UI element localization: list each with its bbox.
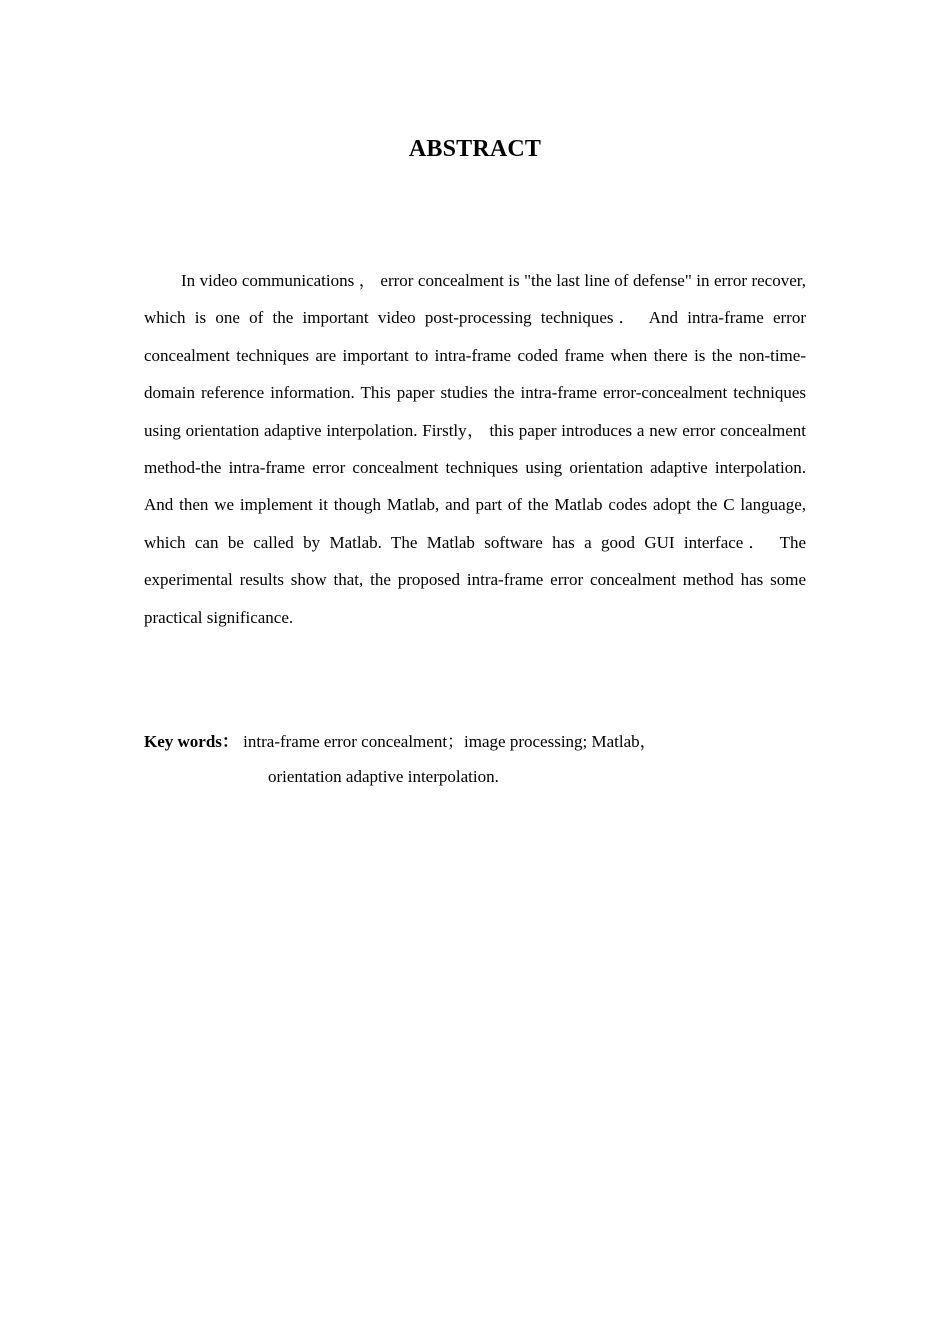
keywords-line-2: orientation adaptive interpolation. [268,767,499,786]
keywords-list-1: intra-frame error concealment；image processing; Matlab， [243,732,657,751]
abstract-paragraph: In video communications ， error concealment is "the last line of defense" in error recover, which is one of the important video post-processing techniques． And intra-frame error concealment techniques are important to intra-frame coded frame when there is the non-time-domain reference information. This paper studies the intra-frame error-concealment techniques using orientation adaptive interpolation. Firstly， this paper introduces a new error concealment method-the intra-frame error concealment techniques using orientation adaptive interpolation. And then we implement it though Matlab, and part of the Matlab codes adopt the C language, which can be called by Matlab. The Matlab software has a good GUI interface． The experimental results show that, the proposed intra-frame error concealment method has some practical significance. [144,271,806,627]
keywords-line-1 [144,724,806,759]
abstract-title: ABSTRACT [408,136,542,162]
keywords-section [144,724,806,794]
keywords-label: Key words： [144,732,239,751]
